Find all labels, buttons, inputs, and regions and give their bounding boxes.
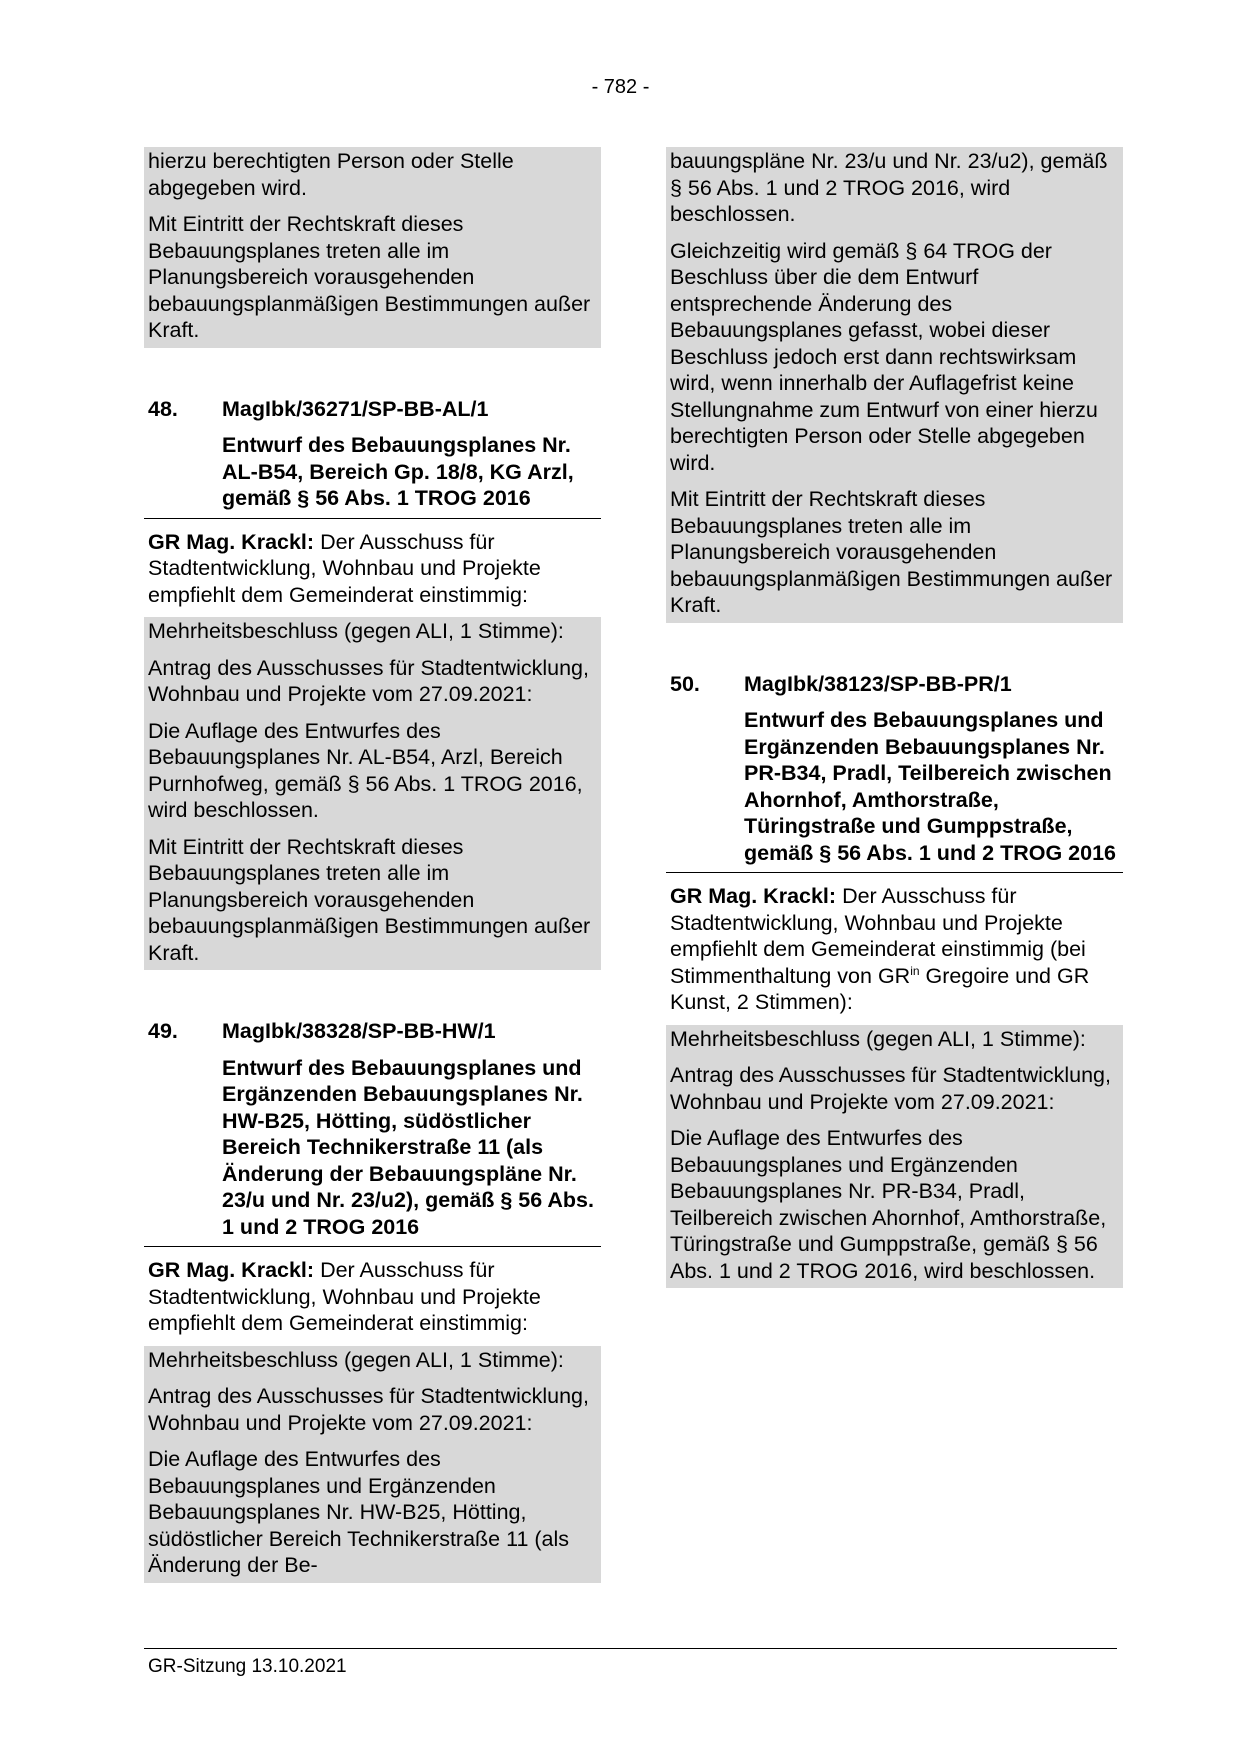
paragraph: hierzu berechtigten Person oder Stelle abgegeben wird. [148,149,514,200]
paragraph: Die Auflage des Entwurfes des Bebauungsplanes Nr. AL-B54, Arzl, Bereich Purnhofweg, gemäß § 56 Abs. 1 TROG 2016, wird beschlossen. [148,718,583,822]
speaker-statement [144,529,601,618]
paragraph: Mehrheitsbeschluss (gegen ALI, 1 Stimme): [670,1026,1086,1051]
item-heading [666,671,1123,698]
item-heading [144,396,601,423]
superscript: in [910,963,920,978]
speaker-name: GR Mag. Krackl: [148,529,315,554]
right-column [666,147,1123,1290]
paragraph: Antrag des Ausschusses für Stadtentwicklung, Wohnbau und Projekte vom 27.09.2021: [670,1063,1111,1114]
resolution-block [666,1025,1123,1289]
paragraph: Mit Eintritt der Rechtskraft dieses Bebauungsplanes treten alle im Planungsbereich vorausgehenden bebauungsplanmäßigen Bestimmungen außer Kraft. [670,487,1113,617]
footer: GR-Sitzung 13.10.2021 [148,1656,347,1677]
item-title: Entwurf des Bebauungsplanes und Ergänzenden Bebauungsplanes Nr. HW-B25, Hötting, südöstlicher Bereich Technikerstraße 11 (als Änderung der Bebauungspläne Nr. 23/u und Nr. 23/u2), gemäß § 56 Abs. 1 und 2 TROG 2016 [222,1055,594,1239]
left-column [144,147,601,1585]
paragraph: Die Auflage des Entwurfes des Bebauungsplanes und Ergänzenden Bebauungsplanes Nr. HW-B25, Hötting, südöstlicher Bereich Technikerstraße 11 (als Änderung der Be- [148,1447,570,1577]
speaker-statement [144,1257,601,1346]
paragraph: Mehrheitsbeschluss (gegen ALI, 1 Stimme): [148,1347,564,1372]
speaker-text: Der Ausschuss für Stadtentwicklung, Wohnbau und Projekte empfiehlt dem Gemeinderat einstimmig (bei Stimmenthaltung von GR [670,884,1086,988]
page-number: - 782 - [591,76,650,98]
speaker-statement [666,883,1123,1025]
paragraph: Die Auflage des Entwurfes des Bebauungsplanes und Ergänzenden Bebauungsplanes Nr. PR-B34, Pradl, Teilbereich zwischen Ahornhof, Amthorstraße, Türingstraße und Gumppstraße, gemäß § 56 Abs. 1 und 2 TROG 2016, wird beschlossen. [670,1126,1107,1283]
item-title: Entwurf des Bebauungsplanes und Ergänzenden Bebauungsplanes Nr. PR-B34, Pradl, Teilbereich zwischen Ahornhof, Amthorstraße, Türingstraße und Gumppstraße, gemäß § 56 Abs. 1 und 2 TROG 2016 [744,708,1116,865]
paragraph: Mit Eintritt der Rechtskraft dieses Bebauungsplanes treten alle im Planungsbereich vorausgehenden bebauungsplanmäßigen Bestimmungen außer Kraft. [148,834,591,965]
item-code: MagIbk/38123/SP-BB-PR/1 [744,671,1012,696]
divider [144,1246,601,1247]
item-number: 49. [148,1019,178,1043]
paragraph: Antrag des Ausschusses für Stadtentwicklung, Wohnbau und Projekte vom 27.09.2021: [148,655,589,706]
paragraph: Gleichzeitig wird gemäß § 64 TROG der Beschluss über die dem Entwurf entsprechende Änderung des Bebauungsplanes gefasst, wobei dieser Beschluss jedoch erst dann rechtswirksam wird, wenn innerhalb der Auflagefrist keine Stellungnahme zum Entwurf von einer hierzu berechtigten Person oder Stelle abgegeben wird. [670,238,1098,475]
item-title: Entwurf des Bebauungsplanes Nr. AL-B54, Bereich Gp. 18/8, KG Arzl, gemäß § 56 Abs. 1 TROG 2016 [222,433,574,510]
paragraph: Antrag des Ausschusses für Stadtentwicklung, Wohnbau und Projekte vom 27.09.2021: [148,1384,589,1435]
speaker-name: GR Mag. Krackl: [148,1258,315,1282]
paragraph: Mit Eintritt der Rechtskraft dieses Bebauungsplanes treten alle im Planungsbereich vorausgehenden bebauungsplanmäßigen Bestimmungen außer Kraft. [148,212,591,342]
item-code: MagIbk/38328/SP-BB-HW/1 [222,1019,496,1043]
speaker-text: Der Ausschuss für Stadtentwicklung, Wohnbau und Projekte empfiehlt dem Gemeinderat einstimmig: [148,1258,541,1335]
item-code: MagIbk/36271/SP-BB-AL/1 [222,396,489,421]
speaker-text: Der Ausschuss für Stadtentwicklung, Wohnbau und Projekte empfiehlt dem Gemeinderat einstimmig: [148,529,541,607]
divider [144,518,601,519]
agenda-item-50 [666,671,1123,1289]
paragraph: Mehrheitsbeschluss (gegen ALI, 1 Stimme): [148,619,564,643]
continuation-block [666,147,1123,623]
paragraph: bauungspläne Nr. 23/u und Nr. 23/u2), gemäß § 56 Abs. 1 und 2 TROG 2016, wird beschlossen. [670,149,1108,226]
item-heading [144,1018,601,1045]
item-number: 48. [148,396,178,421]
divider [666,872,1123,873]
footer-divider [144,1648,1117,1649]
speaker-name: GR Mag. Krackl: [670,884,837,908]
resolution-block [144,1346,601,1583]
item-number: 50. [670,671,700,696]
speaker-text-end: Gregoire und GR Kunst, 2 Stimmen): [670,963,1090,1014]
agenda-item-49 [144,1018,601,1583]
agenda-item-48 [144,396,601,971]
intro-block [144,147,601,348]
resolution-block [144,617,601,970]
